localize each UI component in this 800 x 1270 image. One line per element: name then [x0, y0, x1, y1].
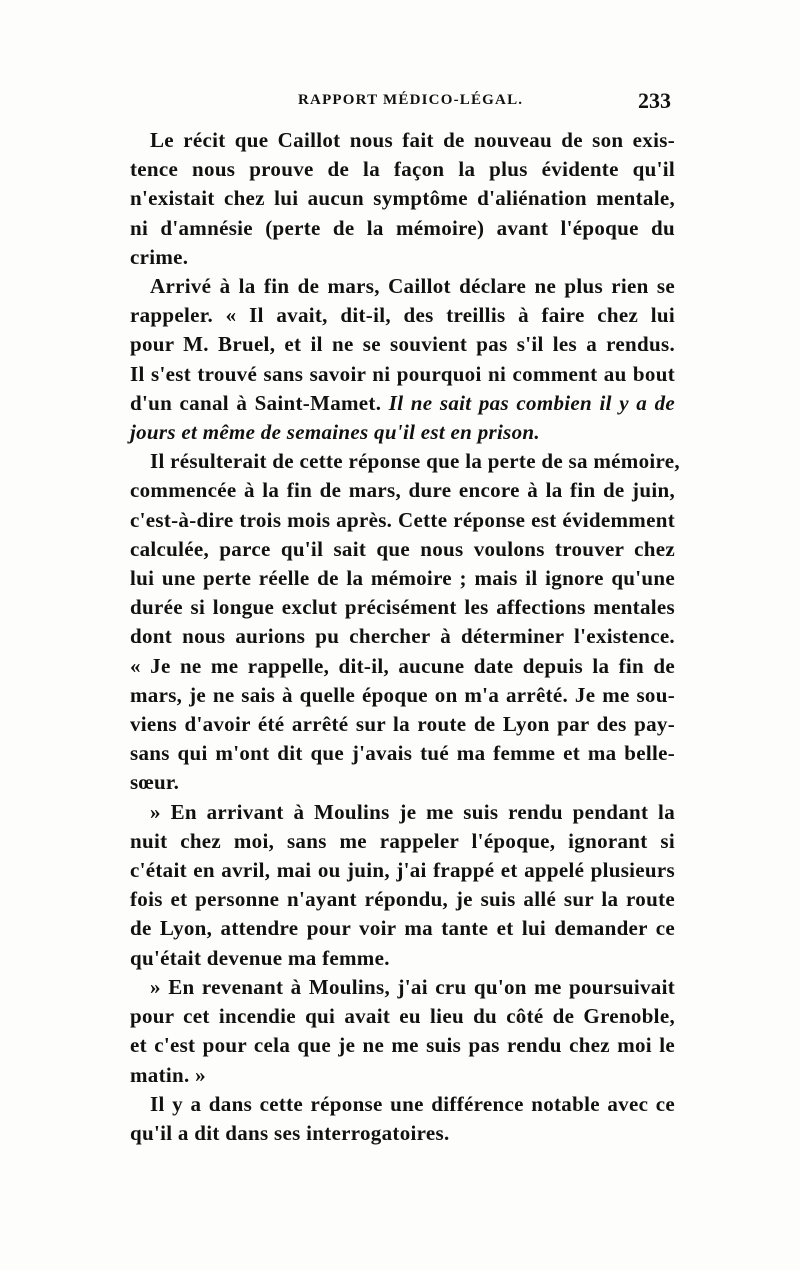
text-line: ni d'amnésie (perte de la mémoire) avant l'époque du	[130, 215, 675, 240]
text-line: Il y a dans cette réponse une différence notable avec ce	[150, 1091, 675, 1116]
text-line: crime.	[130, 244, 189, 269]
text-line: tence nous prouve de la façon la plus évidente qu'il	[130, 157, 675, 182]
text-line: c'était en avril, mai ou juin, j'ai frappé et appelé plusieurs	[130, 858, 675, 883]
italic-segment: jours et même de semaines qu'il est en prison.	[130, 420, 540, 445]
text-line: rappeler. « Il avait, dit-il, des treillis à faire chez lui	[130, 303, 675, 328]
text-line: Arrivé à la fin de mars, Caillot déclare ne plus rien se	[150, 274, 675, 299]
text-line: « Je ne me rappelle, dit-il, aucune date depuis la fin de	[130, 653, 675, 678]
text-line-mixed	[130, 389, 675, 418]
text-line: nuit chez moi, sans me rappeler l'époque, ignorant si	[130, 828, 675, 853]
text-line: mars, je ne sais à quelle époque on m'a arrêté. Je me sou-	[130, 682, 675, 707]
text-line: » En revenant à Moulins, j'ai cru qu'on me poursuivait	[150, 974, 675, 999]
text-line: durée si longue exclut précisément les affections mentales	[130, 595, 675, 620]
text-line: qu'était devenue ma femme.	[130, 945, 390, 970]
text-line: n'existait chez lui aucun symptôme d'aliénation mentale,	[130, 186, 675, 211]
text-line: pour cet incendie qui avait eu lieu du côté de Grenoble,	[130, 1004, 675, 1029]
text-line: lui une perte réelle de la mémoire ; mais il ignore qu'une	[130, 566, 675, 591]
text-line: commencée à la fin de mars, dure encore à la fin de juin,	[130, 478, 675, 503]
text-line: Il s'est trouvé sans savoir ni pourquoi ni comment au bout	[130, 361, 675, 386]
text-line: de Lyon, attendre pour voir ma tante et lui demander ce	[130, 916, 675, 941]
text-line: pour M. Bruel, et il ne se souvient pas s'il les a rendus.	[130, 332, 675, 357]
text-line: et c'est pour cela que je ne me suis pas rendu chez moi le	[130, 1033, 675, 1058]
text-line: dont nous aurions pu chercher à déterminer l'existence.	[130, 624, 675, 649]
text-segment: d'un canal à Saint-Mamet.	[130, 390, 382, 415]
page-number: 233	[638, 88, 671, 113]
page-header	[130, 88, 675, 120]
text-line: Le récit que Caillot nous fait de nouveau de son exis-	[150, 128, 675, 152]
text-line: calculée, parce qu'il sait que nous voulons trouver chez	[130, 536, 675, 561]
text-line: c'est-à-dire trois mois après. Cette réponse est évidemment	[130, 507, 675, 532]
body-text	[130, 126, 680, 1148]
text-line: matin. »	[130, 1062, 206, 1087]
text-line: fois et personne n'ayant répondu, je suis allé sur la route	[130, 887, 675, 912]
text-line: qu'il a dit dans ses interrogatoires.	[130, 1120, 450, 1145]
italic-segment: Il ne sait pas combien il y a de	[388, 390, 675, 415]
text-line: » En arrivant à Moulins je me suis rendu pendant la	[150, 799, 675, 824]
text-line: Il résulterait de cette réponse que la perte de sa mémoire,	[150, 449, 680, 474]
running-head: RAPPORT MÉDICO-LÉGAL.	[298, 92, 524, 108]
text-line: sœur.	[130, 770, 180, 795]
text-line: viens d'avoir été arrêté sur la route de Lyon par des pay-	[130, 712, 675, 737]
text-line-italic	[130, 418, 675, 447]
text-line: sans qui m'ont dit que j'avais tué ma femme et ma belle-	[130, 741, 675, 766]
